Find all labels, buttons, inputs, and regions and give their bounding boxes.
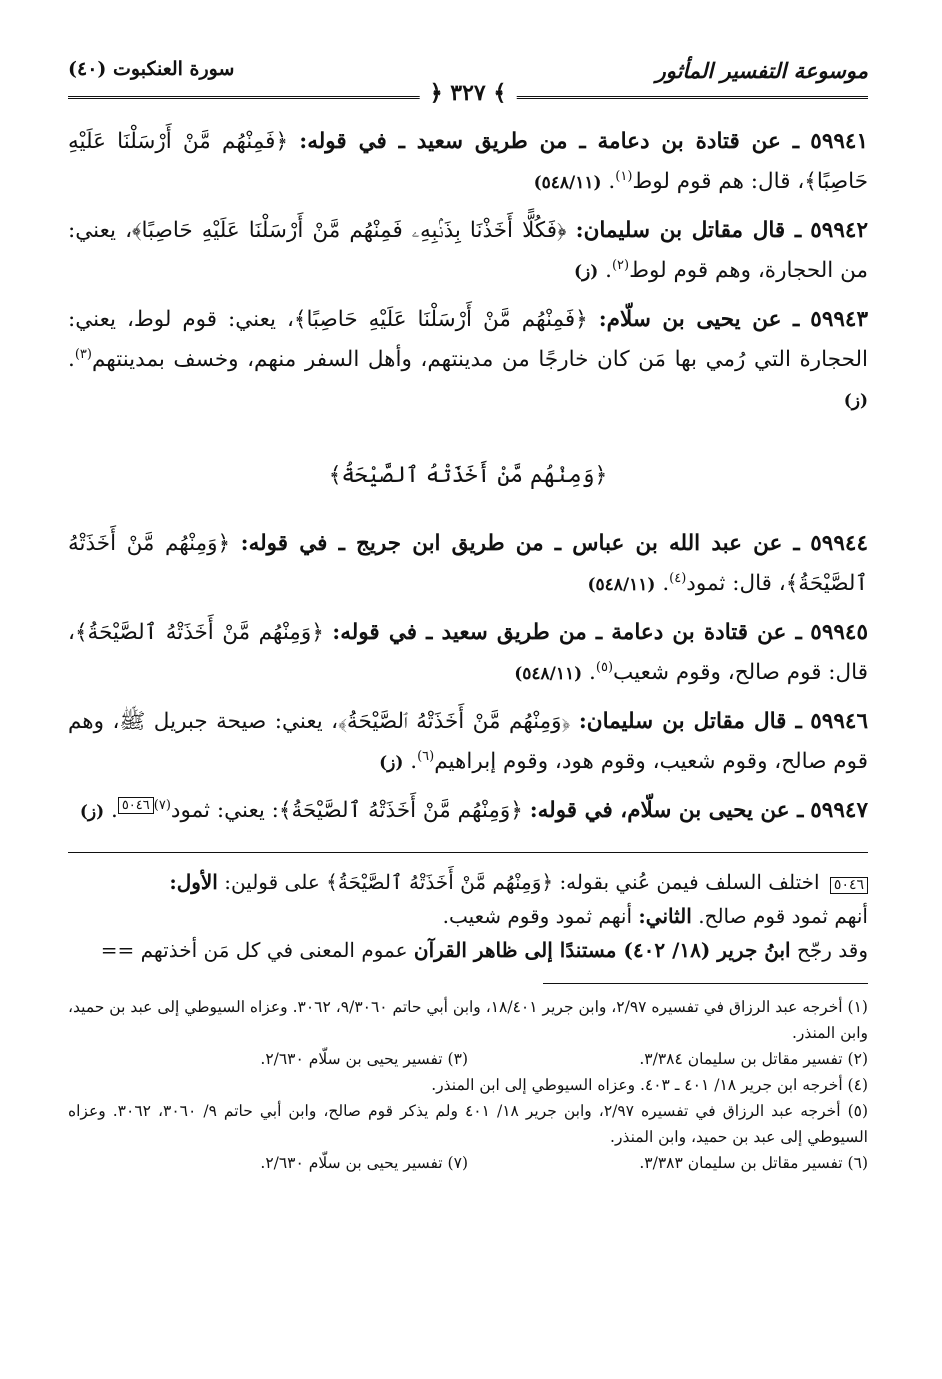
entry-59944 bbox=[68, 524, 868, 605]
page-number: ﴾ ٣٢٧ ﴿ bbox=[420, 80, 517, 106]
note-line-2 bbox=[68, 899, 868, 933]
entry-number: ٥٩٩٤٤ bbox=[810, 531, 868, 556]
entry-text: ، قال: هم قوم لوط bbox=[632, 169, 805, 194]
footnote-rule bbox=[543, 983, 868, 984]
quran-verse: ﴿وَمِنْهُم مَّنْ أَخَذَتْهُ ٱلصَّيْحَةُ﴾ bbox=[338, 709, 571, 734]
entry-59947 bbox=[68, 791, 868, 832]
entry-source: ـ عن يحيى بن سلّام: bbox=[598, 307, 800, 332]
entry-source: ـ عن يحيى بن سلّام، في قوله: bbox=[529, 798, 804, 823]
entry-59942 bbox=[68, 211, 868, 292]
entry-period: . bbox=[410, 749, 418, 774]
footnote-row bbox=[68, 1150, 868, 1176]
commentary-box-number: ٥٠٤٦ bbox=[830, 877, 868, 894]
footnote-ref[interactable]: (٧) bbox=[153, 797, 171, 813]
entry-period: . bbox=[605, 258, 612, 283]
footnote-1: (١) أخرجه عبد الرزاق في تفسيره ٢/٩٧، وابن جرير ١٨/٤٠١، وابن أبي حاتم ٩/٣٠٦٠، ٣٠٦٢. وعزاه السيوطي إلى عبد بن حميد، وابن المنذر. bbox=[68, 998, 868, 1042]
volume-ref: (ز) bbox=[379, 753, 404, 773]
entry-59941 bbox=[68, 122, 868, 203]
footnote-ref[interactable]: (٤) bbox=[669, 570, 687, 586]
surah-title: سورة العنكبوت (٤٠) bbox=[68, 58, 235, 80]
entry-source: ـ قال مقاتل بن سليمان: bbox=[578, 709, 802, 734]
entry-number: ٥٩٩٤٥ bbox=[810, 620, 869, 645]
entry-number: ٥٩٩٤٣ bbox=[810, 307, 869, 332]
commentary-note bbox=[68, 865, 868, 967]
entry-period: . bbox=[589, 660, 596, 685]
quran-verse: ﴿فَمِنْهُم مَّنْ أَرْسَلْنَا عَلَيْهِ حَاصِبًا﴾ bbox=[293, 307, 588, 332]
entry-source: ـ عن قتادة بن دعامة ـ من طريق سعيد ـ في قوله: bbox=[332, 620, 802, 645]
running-header bbox=[68, 58, 868, 106]
entry-number: ٥٩٩٤٧ bbox=[810, 798, 868, 823]
second-opinion-label: الثاني: bbox=[638, 904, 692, 928]
quran-verse: ﴿وَمِنْهُم مَّنْ أَخَذَتْهُ ٱلصَّيْحَةُ﴾ bbox=[326, 870, 554, 894]
note-bold-text: ابنُ جرير (١٨/ ٤٠٢) مستندًا إلى ظاهر القرآن bbox=[413, 938, 791, 962]
entry-source: ـ عن عبد الله بن عباس ـ من طريق ابن جريج ـ في قوله: bbox=[240, 531, 800, 556]
footnote-ref[interactable]: (٢) bbox=[611, 257, 630, 273]
entry-number: ٥٩٩٤١ bbox=[810, 129, 869, 154]
main-text bbox=[68, 122, 868, 1176]
entry-period: . bbox=[608, 169, 616, 194]
volume-ref: (٥٤٨/١١) bbox=[533, 173, 602, 193]
volume-ref: (ز) bbox=[843, 391, 868, 411]
footnote-4: (٤) أخرجه ابن جرير ١٨/ ٤٠١ ـ ٤٠٣. وعزاه السيوطي إلى ابن المنذر. bbox=[431, 1076, 868, 1094]
footnote-6: (٦) تفسير مقاتل بن سليمان ٣/٣٨٣. bbox=[639, 1154, 868, 1172]
entry-text: ، يعني: من الحجارة، وهم قوم لوط bbox=[68, 218, 868, 283]
first-opinion-text: أنهم ثمود قوم صالح. bbox=[698, 904, 868, 928]
footnote-ref[interactable]: (٥) bbox=[595, 659, 614, 675]
entry-period: . bbox=[662, 571, 670, 596]
entry-59943 bbox=[68, 300, 868, 421]
volume-ref: (٥٤٨/١١) bbox=[514, 664, 583, 684]
footnote-2: (٢) تفسير مقاتل بن سليمان ٣/٣٨٤. bbox=[639, 1050, 868, 1068]
quran-verse: ﴿وَمِنْهُم مَّنْ أَخَذَتْهُ ٱلصَّيْحَةُ﴾ bbox=[68, 531, 868, 596]
note-text: وقد رجّح bbox=[796, 938, 868, 962]
note-text: اختلف السلف فيمن عُني بقوله: bbox=[559, 870, 820, 894]
entry-period: . bbox=[68, 347, 75, 372]
entry-59946 bbox=[68, 702, 868, 783]
note-line-1 bbox=[68, 865, 868, 899]
footnote-row bbox=[68, 1046, 868, 1072]
volume-ref: (ز) bbox=[573, 262, 599, 282]
footnote-ref[interactable]: (٣) bbox=[74, 346, 92, 362]
quran-verse: ﴿وَمِنْهُم مَّنْ أَخَذَتْهُ ٱلصَّيْحَةُ﴾ bbox=[74, 620, 324, 645]
quran-verse: ﴿وَمِنْهُم مَّنْ أَخَذَتْهُ ٱلصَّيْحَةُ﴾ bbox=[278, 798, 523, 823]
first-opinion-label: الأول: bbox=[169, 870, 218, 894]
footnote-5: (٥) أخرجه عبد الرزاق في تفسيره ٢/٩٧، وابن جرير ١٨/ ٤٠١ ولم يذكر قوم صالح، وابن أبي حاتم ٩/ ٣٠٦٠، ٣٠٦٢. وعزاه السيوطي إلى عبد بن حميد، وابن المنذر. bbox=[68, 1102, 869, 1146]
entry-text: ، قال: ثمود bbox=[686, 571, 786, 596]
footnote-7: (٧) تفسير يحيى بن سلّام ٢/٦٣٠. bbox=[260, 1154, 468, 1172]
footnote-3: (٣) تفسير يحيى بن سلّام ٢/٦٣٠. bbox=[260, 1050, 468, 1068]
footnote-ref[interactable]: (١) bbox=[615, 168, 633, 184]
volume-ref: (ز) bbox=[79, 802, 105, 822]
entry-source: ـ قال مقاتل بن سليمان: bbox=[575, 218, 802, 243]
commentary-box-ref[interactable]: ٥٠٤٦ bbox=[118, 797, 154, 814]
entry-number: ٥٩٩٤٢ bbox=[810, 218, 868, 243]
note-line-3 bbox=[68, 933, 868, 967]
entry-source: ـ عن قتادة بن دعامة ـ من طريق سعيد ـ في قوله: bbox=[299, 129, 800, 154]
footnotes bbox=[68, 994, 868, 1176]
entry-text: : يعني: ثمود bbox=[170, 798, 279, 823]
second-opinion-text: أنهم ثمود وقوم شعيب. bbox=[442, 904, 633, 928]
section-heading: ﴿وَمِنْهُم مَّنْ أَخَذَتْهُ ٱلصَّيْحَةُ﴾ bbox=[328, 463, 608, 488]
note-text: عموم المعنى في كل مَن أخذتهم == bbox=[100, 938, 408, 962]
entry-number: ٥٩٩٤٦ bbox=[810, 709, 868, 734]
entry-text: ، قال: قوم صالح، وقوم شعيب bbox=[68, 620, 868, 685]
footnote-ref[interactable]: (٦) bbox=[417, 748, 435, 764]
quran-verse: ﴿فَكُلًّا أَخَذْنَا بِذَنۢبِهِۦ فَمِنْهُم مَّنْ أَرْسَلْنَا عَلَيْهِ حَاصِبًا﴾ bbox=[132, 218, 567, 243]
volume-ref: (٥٤٨/١١) bbox=[587, 575, 656, 595]
entry-59945 bbox=[68, 613, 868, 694]
book-page bbox=[68, 58, 868, 1176]
quran-verse: ﴿فَمِنْهُم مَّنْ أَرْسَلْنَا عَلَيْهِ حَاصِبًا﴾ bbox=[68, 129, 868, 194]
entry-text: ، يعني: صيحة جبريل ﷺ، وهم قوم صالح، وقوم شعيب، وقوم هود، وقوم إبراهيم bbox=[68, 709, 868, 774]
entry-period: . bbox=[110, 798, 118, 823]
commentary-rule bbox=[68, 852, 868, 853]
book-title: موسوعة التفسير المأثور bbox=[655, 58, 868, 83]
note-text: على قولين: bbox=[224, 870, 320, 894]
entry-text: ، يعني: قوم لوط، يعني: الحجارة التي رُمي بها مَن كان خارجًا من مدينتهم، وأهل السفر منهم، وخسف بمدينتهم bbox=[68, 307, 868, 372]
